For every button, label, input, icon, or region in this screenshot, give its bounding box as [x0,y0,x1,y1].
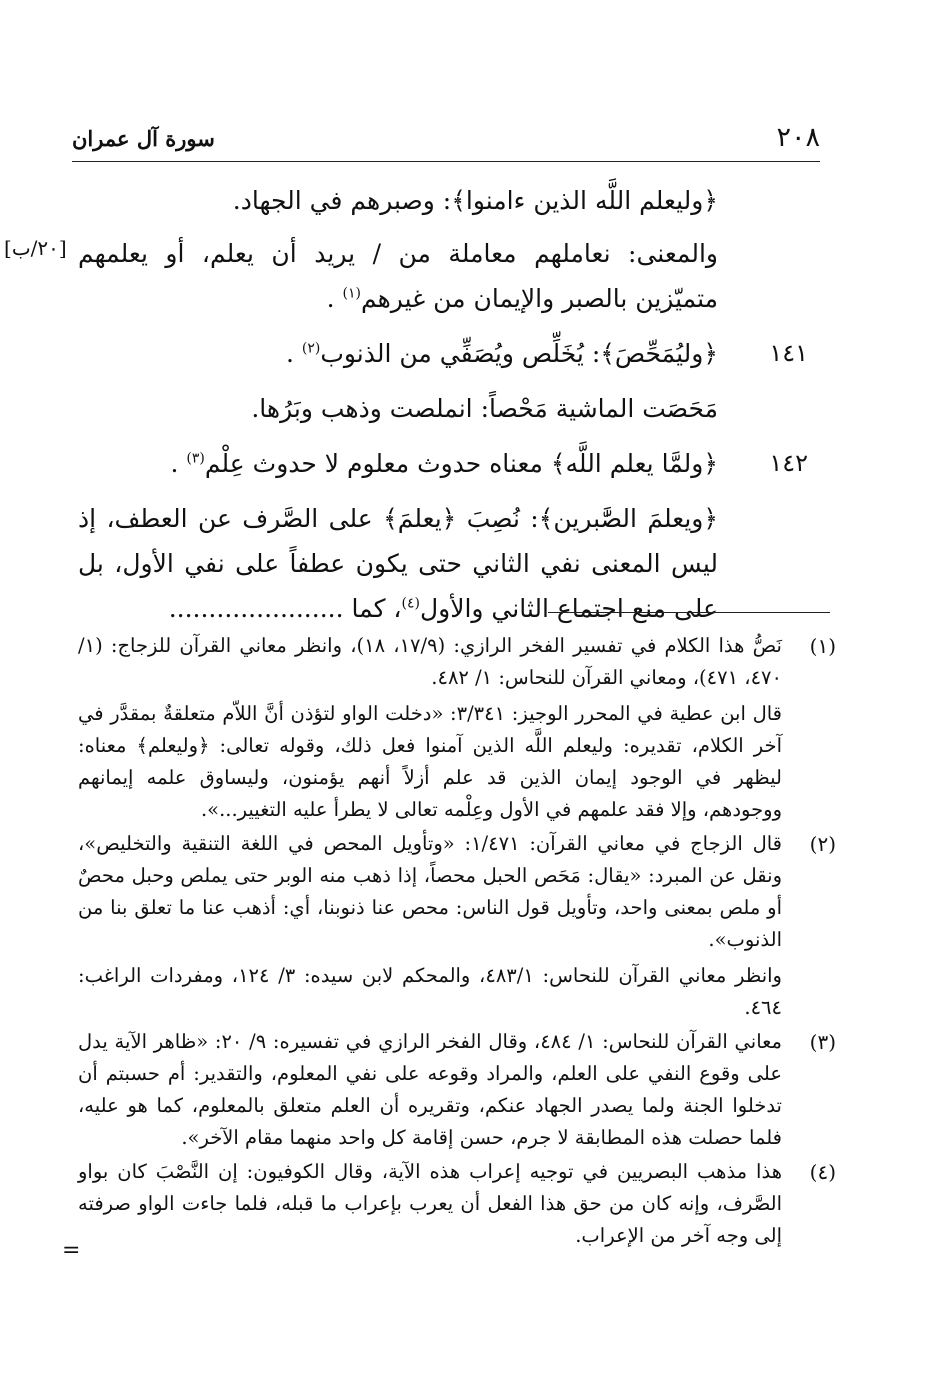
paragraph: مَحَصَت الماشية مَحْصاً: انملصت وذهب وبَرُها. [251,394,718,423]
paragraph: ﴿ويعلمَ الصَّٰبرين﴾: نُصِبَ ﴿يعلمَ﴾ على الصَّرف عن العطف، إذ ليس المعنى نفي الثاني حتى يكون عطفاً على نفي الأول، بل على منع اجتماع الثاني والأول$^{(٤)}$، كما ...................... [78,504,718,623]
footnote-number: (١) [809,634,836,658]
page-number: ٢٠٨ [776,122,820,153]
header-divider [72,161,820,162]
paragraph: ﴿ولمَّا يعلم اللَّه﴾ معناه حدوث معلوم لا حدوث عِلْم$^{(٣)}$ . [170,449,718,478]
footnote-ref[interactable]: (٤) [401,595,420,612]
footnote-1 [78,630,838,826]
paragraph: ﴿وليُمَحِّصَ﴾: يُخَلِّص ويُصَفِّي من الذنوب$^{(٢)}$ . [285,339,718,368]
footnote-text: قال الزجاج في معاني القرآن: ١/٤٧١: «وتأويل المحص في اللغة التنقية والتخليص»، ونقل عن المبرد: «يقال: مَحَص الحبل محصاً، إذا ذهب منه الوبر حتى يملص وحبل محصٌ أو ملص بمعنى واحد، وتأويل قول الناس: محص عنا ذنوبنا، أي: أذهب عنا ما تعلق بنا من الذنوب». [78,832,783,951]
verse-number: ١٤٢ [769,449,808,477]
footnote-2 [78,828,838,1024]
ellipsis-dots: ...................... [168,594,344,623]
manuscript-folio-note: [٢٠/ب] [4,236,67,260]
footnotes [78,630,838,1252]
footnote-number: (٣) [809,1030,836,1054]
footnote-text: معاني القرآن للنحاس: ١/ ٤٨٤، وقال الفخر الرازي في تفسيره: ٩/ ٢٠: «ظاهر الآية يدل على وقوع النفي على العلم، والمراد وقوعه على نفي المعلوم، والتقدير: أم حسبتم أن تدخلوا الجنة ولما يصدر الجهاد عنكم، وتقريره أن العلم متعلق بالمعلوم، كما هو عليه، فلما حصلت هذه المطابقة لا جرم، حسن إقامة كل واحد منهما مقام الآخر». [78,1030,782,1149]
footnote-text: قال ابن عطية في المحرر الوجيز: ٣/٣٤١: «دخلت الواو لتؤذن أنَّ اللاّم متعلقةٌ بمقدَّر في آخر الكلام، تقديره: وليعلم اللَّه الذين آمنوا فعل ذلك، وقوله تعالى: ﴿وليعلم﴾ معناه: ليظهر في الوجود إيمان الذين قد علم أزلاً أنهم يؤمنون، وليساوق علمه إيمانهم ووجودهم، وإلا فقد علمهم في الأول وعِلْمه تعالى لا يطرأ عليه التغيير...». [78,702,783,821]
footnote-ref[interactable]: (٢) [301,340,321,357]
footnote-divider [548,612,830,613]
page-header [72,118,820,162]
paragraph: والمعنى: نعاملهم معاملة من / يريد أن يعلم، أو يعلمهم متميّزين بالصبر والإيمان من غيرهم$^{(١)}$ . [78,239,718,313]
footnote-ref[interactable]: (١) [342,285,361,302]
footnote-number: (٢) [809,832,836,856]
footnote-text: نَصُّ هذا الكلام في تفسير الفخر الرازي: (١٧/٩، ١٨)، وانظر معاني القرآن للزجاج: (١/ ٤٧٠، ٤٧١)، ومعاني القرآن للنحاس: ١/ ٤٨٢. [78,634,782,689]
footnote-3 [78,1026,838,1154]
footnote-number: (٤) [809,1160,836,1184]
paragraph: ﴿وليعلم اللَّه الذين ءامنوا﴾: وصبرهم في الجهاد. [232,186,718,215]
footnote-text: هذا مذهب البصريين في توجيه إعراب هذه الآية، وقال الكوفيون: إن النَّصْبَ كان بواو الصَّرف، وإنه كان من حق هذا الفعل أن يعرب بإعراب ما قبله، فلما جاءت الواو صرفته إلى وجه آخر من الإعراب. [78,1160,782,1247]
verse-number: ١٤١ [769,339,808,367]
footnote-4 [78,1156,838,1252]
footnote-ref[interactable]: (٣) [186,450,205,467]
footnote-text: وانظر معاني القرآن للنحاس: ٤٨٣/١، والمحكم لابن سيده: ٣/ ١٢٤، ومفردات الراغب: ٤٦٤. [78,964,782,1019]
surah-title: سورة آل عمران [72,126,215,151]
continuation-mark: = [62,1238,81,1263]
main-text [78,178,806,631]
